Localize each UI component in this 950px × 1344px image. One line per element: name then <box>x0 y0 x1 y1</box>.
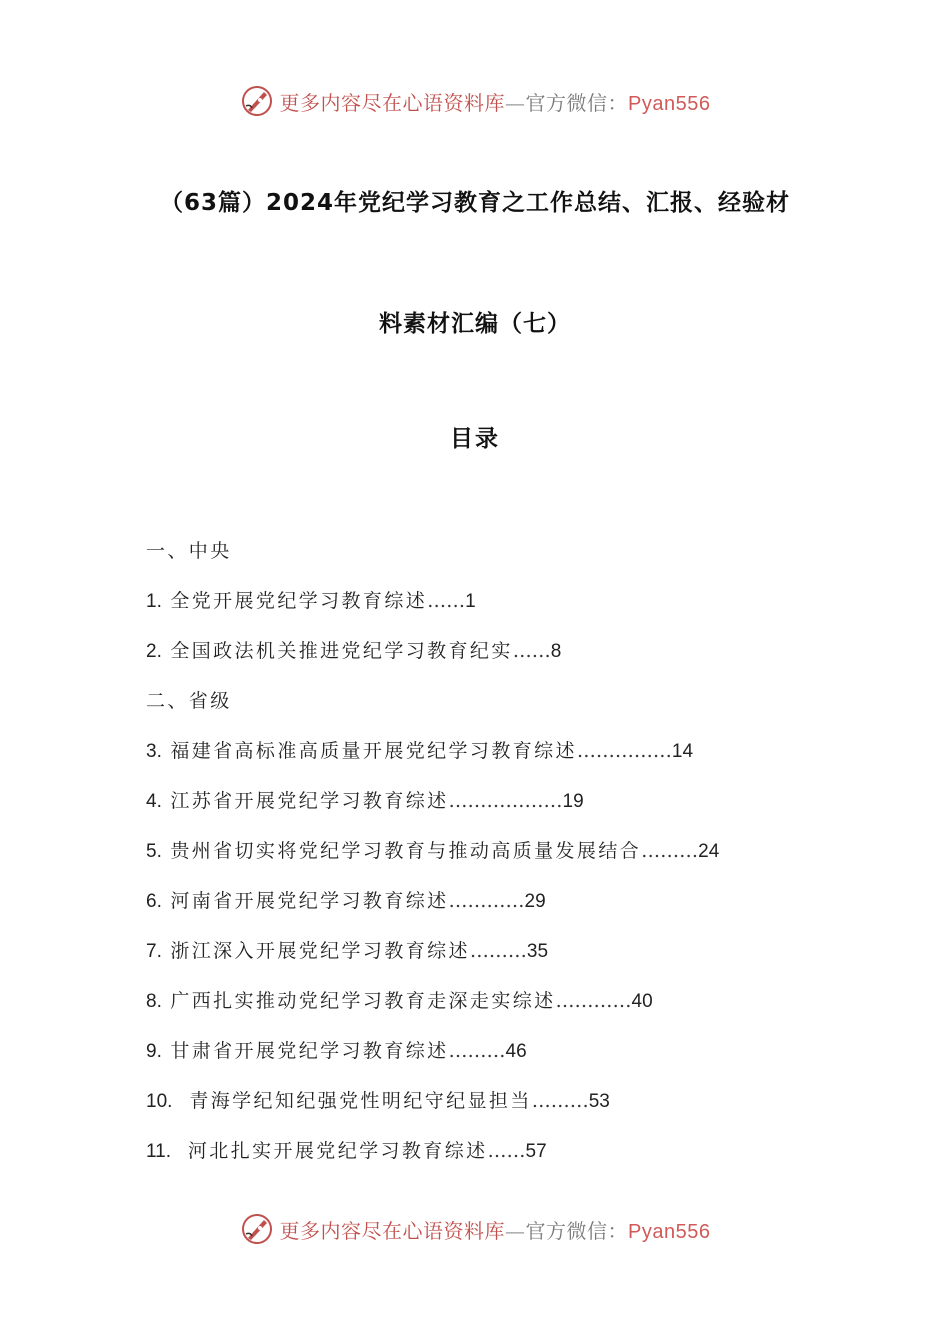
header-wechat-label: 官方微信： <box>525 90 629 115</box>
footer-banner-text <box>280 1215 711 1244</box>
toc-entry-page: 46 <box>505 1041 527 1062</box>
toc-entry-page: 14 <box>671 741 694 762</box>
toc-entry <box>146 1088 906 1138</box>
toc-entry-page: 19 <box>562 791 584 812</box>
toc-entry <box>146 888 906 938</box>
toc-entry-dots: …… <box>512 640 551 662</box>
quill-logo-icon <box>240 1212 274 1246</box>
toc-entry-number: 2. <box>146 641 162 662</box>
footer-banner <box>0 1212 950 1246</box>
toc-entry-title: 广西扎实推动党纪学习教育走深走实综述 <box>170 990 556 1012</box>
toc-entry <box>146 838 906 888</box>
toc-entry <box>146 1038 906 1088</box>
toc-entry-number: 10. <box>146 1091 173 1112</box>
document-title-line1: （63篇）2024年党纪学习教育之工作总结、汇报、经验材 <box>159 190 791 216</box>
header-separator: — <box>505 90 526 115</box>
toc-entry <box>146 938 906 988</box>
toc-entry-page: 24 <box>698 841 720 862</box>
toc-heading: 目录 <box>450 426 500 452</box>
toc-entry-dots: …… <box>427 590 466 612</box>
toc-entry <box>146 788 906 838</box>
toc-entry-page: 8 <box>550 641 562 662</box>
toc-entry-number: 11. <box>146 1141 172 1162</box>
toc-entry-number: 5. <box>146 841 162 862</box>
toc-entry-dots: ………… <box>448 890 525 912</box>
toc-entry-page: 35 <box>526 941 549 962</box>
toc-entry-title: 江苏省开展党纪学习教育综述 <box>170 790 449 812</box>
toc-entry-title: 甘肃省开展党纪学习教育综述 <box>170 1040 449 1062</box>
toc-entry <box>146 588 906 638</box>
toc-entry <box>146 988 906 1038</box>
header-wechat-id: Pyan556 <box>628 92 711 115</box>
toc-entry-number: 1. <box>146 591 162 612</box>
toc-entry-dots: ……… <box>531 1090 589 1112</box>
toc-entry-title: 浙江深入开展党纪学习教育综述 <box>170 940 470 962</box>
header-banner <box>0 84 950 118</box>
toc-entry-number: 8. <box>146 991 162 1012</box>
header-banner-text <box>280 87 711 116</box>
header-library-text: 更多内容尽在心语资料库 <box>279 90 506 115</box>
toc-section: 二、省级 <box>146 690 232 712</box>
toc-entry <box>146 638 906 688</box>
toc-entry-title: 河南省开展党纪学习教育综述 <box>170 890 449 912</box>
toc-entry-page: 29 <box>524 891 546 912</box>
toc-entry-title: 河北扎实开展党纪学习教育综述 <box>187 1140 488 1162</box>
footer-separator: — <box>505 1218 526 1243</box>
toc-entry-title: 福建省高标准高质量开展党纪学习教育综述 <box>170 740 577 762</box>
toc-entry-title: 贵州省切实将党纪学习教育与推动高质量发展结合 <box>170 840 642 862</box>
toc-entry <box>146 1138 906 1188</box>
quill-logo-icon <box>240 84 274 118</box>
toc-entry <box>146 738 906 788</box>
toc-entry-number: 6. <box>146 891 162 912</box>
toc-section: 一、中央 <box>146 540 232 562</box>
toc-entry-dots: …………… <box>576 740 672 762</box>
toc-entry-dots: ……… <box>641 840 699 862</box>
toc-entry-dots: ……………… <box>448 790 563 812</box>
toc-entry-dots: ……… <box>469 940 527 962</box>
toc-entry-title: 全国政法机关推进党纪学习教育纪实 <box>170 640 513 662</box>
toc-entry-dots: ………… <box>555 990 632 1012</box>
document-title-line2: 料素材汇编（七） <box>379 311 571 337</box>
toc-entry-page: 40 <box>631 991 653 1012</box>
toc-entry-dots: …… <box>487 1140 526 1162</box>
toc-entry-number: 7. <box>146 941 162 962</box>
toc-entry-dots: ……… <box>448 1040 506 1062</box>
footer-wechat-label: 官方微信： <box>525 1218 629 1243</box>
toc-entry-page: 1 <box>465 591 476 612</box>
toc-entry-number: 3. <box>146 741 162 762</box>
table-of-contents <box>146 538 906 1188</box>
footer-library-text: 更多内容尽在心语资料库 <box>279 1218 506 1243</box>
toc-entry-title: 全党开展党纪学习教育综述 <box>170 590 428 612</box>
toc-entry-title: 青海学纪知纪强党性明纪守纪显担当 <box>189 1090 532 1112</box>
toc-entry-page: 53 <box>588 1091 610 1112</box>
toc-entry-page: 57 <box>525 1141 547 1162</box>
toc-entry-number: 4. <box>146 791 162 812</box>
footer-wechat-id: Pyan556 <box>628 1220 711 1243</box>
toc-entry-number: 9. <box>146 1041 162 1062</box>
